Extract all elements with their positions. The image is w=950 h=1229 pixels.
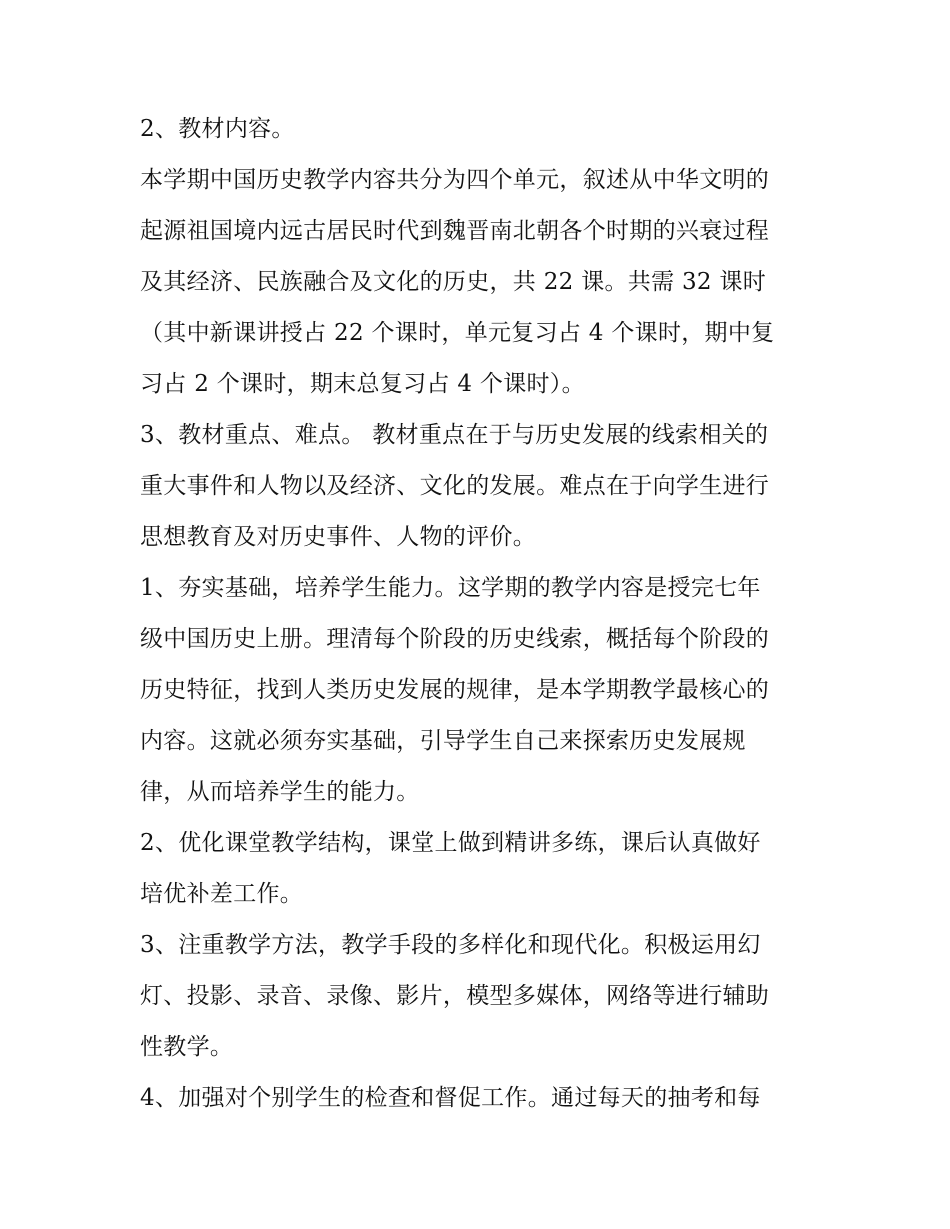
text-line: 3、注重教学方法，教学手段的多样化和现代化。积极运用幻 [140,932,761,958]
text-line: 及其经济、民族融合及文化的历史，共 22 课。共需 32 课时 [140,269,767,295]
text-line: 性教学。 [140,1034,234,1060]
text-line: 级中国历史上册。理清每个阶段的历史线索，概括每个阶段的 [140,626,770,652]
text-line: 历史特征，找到人类历史发展的规律，是本学期教学最核心的 [140,677,770,703]
measure-2-paragraph [140,818,820,920]
text-line: 3、教材重点、难点。 教材重点在于与历史发展的线索相关的 [140,422,769,448]
measure-3-paragraph [140,920,820,1073]
text-line: 1、夯实基础，培养学生能力。这学期的教学内容是授完七年 [140,575,761,601]
text-line: 重大事件和人物以及经济、文化的发展。难点在于向学生进行 [140,473,770,499]
text-line: （其中新课讲授占 22 个课时，单元复习占 4 个课时，期中复 [140,320,775,346]
text-line: 培优补差工作。 [140,881,304,907]
text-line: 律，从而培养学生的能力。 [140,779,420,805]
text-line: 灯、投影、录音、录像、影片，模型多媒体，网络等进行辅助 [140,983,770,1009]
text-line: 内容。这就必须夯实基础，引导学生自己来探索历史发展规 [140,728,746,754]
content-description-paragraph [140,155,820,410]
measure-1-paragraph [140,563,820,818]
text-line: 习占 2 个课时，期末总复习占 4 个课时）。 [140,371,585,397]
section-2-heading [140,104,820,155]
text-line: 起源祖国境内远古居民时代到魏晋南北朝各个时期的兴衰过程 [140,218,770,244]
document-body [140,104,820,1124]
text-line: 2、教材内容。 [140,116,295,142]
text-line: 4、加强对个别学生的检查和督促工作。通过每天的抽考和每 [140,1085,761,1111]
text-line: 本学期中国历史教学内容共分为四个单元，叙述从中华文明的 [140,167,770,193]
measure-4-paragraph [140,1073,820,1124]
text-line: 思想教育及对历史事件、人物的评价。 [140,524,537,550]
section-3-key-points-paragraph [140,410,820,563]
text-line: 2、优化课堂教学结构，课堂上做到精讲多练，课后认真做好 [140,830,761,856]
